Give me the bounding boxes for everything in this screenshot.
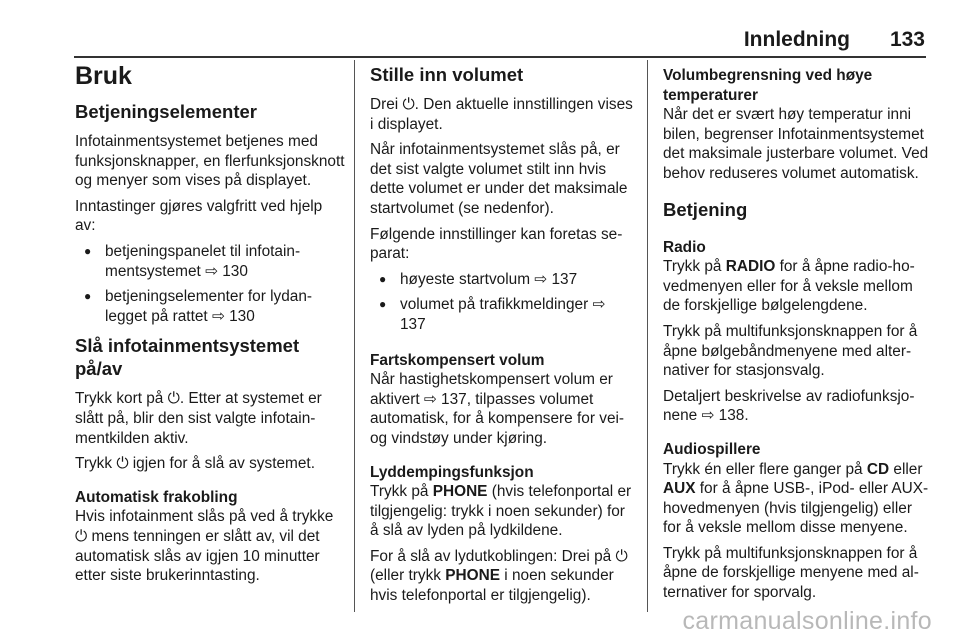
paragraph: Drei ⏻. Den aktuelle innstillingen vises i displayet. xyxy=(370,96,633,133)
paragraph: Infotainmentsystemet betjenes med funksjonsknapper, en flerfunksjonsknott og menyer som vises på displayet. xyxy=(75,133,345,190)
chapter-heading: Bruk xyxy=(75,62,132,90)
subheading-speed-volume: Fartskompensert volum xyxy=(370,351,545,369)
page-number: 133 xyxy=(889,28,925,51)
section-title: Innledning xyxy=(743,28,850,51)
paragraph: Trykk kort på ⏻. Etter at systemet er slått på, blir den sist valgte infotainmentkilden aktiv. xyxy=(75,390,322,447)
list-item: ● betjeningspanelet til infotainmentsystemet ⇨ 130 xyxy=(75,242,347,281)
subheading-temp-limit: Volumbegrensning ved høye temperaturer xyxy=(663,67,873,104)
paragraph: Trykk ⏻ igjen for å slå av systemet. xyxy=(75,455,315,473)
paragraph: Når infotainmentsystemet slås på, er det sist valgte volumet stilt inn hvis dette volumet er under det maksimale startvolumet (se nedenfor). xyxy=(370,141,628,217)
bullet-list xyxy=(370,270,634,335)
subheading-radio: Radio xyxy=(663,238,706,256)
page-header xyxy=(0,28,960,56)
section-heading-controls: Betjeningselementer xyxy=(75,101,257,122)
key-aux: AUX xyxy=(663,480,696,498)
paragraph: Trykk på multifunksjonsknappen for å åpne de forskjellige menyene med alternativer for sporvalg. xyxy=(663,544,919,602)
paragraph: Når hastighetskompensert volum er aktivert ⇨ 137, tilpasses volumet automatisk, for å kompensere for vei- og vindstøy under kjøring. xyxy=(370,371,625,447)
section-heading-volume: Stille inn volumet xyxy=(370,64,524,85)
key-phone: PHONE xyxy=(432,483,488,501)
bullet-list xyxy=(75,242,347,326)
column-left xyxy=(75,60,347,592)
paragraph: Detaljert beskrivelse av radiofunksjonene ⇨ 138. xyxy=(663,387,915,425)
subheading-auto-off: Automatisk frakobling xyxy=(75,488,238,506)
key-radio: RADIO xyxy=(725,258,776,276)
subheading-audio-players: Audiospillere xyxy=(663,440,761,458)
header-rule xyxy=(74,56,926,58)
paragraph: Trykk på multifunksjonsknappen for å åpne bølgebåndmenyene med alternativer for stasjonsvalg. xyxy=(663,322,918,380)
paragraph: Trykk én eller flere ganger på CD eller AUX for å åpne USB-, iPod- eller AUX-hovedmenyen (hvis tilgjengelig) eller for å veksle mellom disse menyene. xyxy=(663,460,929,537)
paragraph: Trykk på PHONE (hvis telefonportal er tilgjengelig: trykk i noen sekunder) for å slå av lyden på lydkildene. xyxy=(370,483,632,540)
watermark: carmanualsonline.info xyxy=(682,607,932,635)
paragraph: Trykk på RADIO for å åpne radio-hovedmenyen eller for å veksle mellom de forskjellige bølgelengdene. xyxy=(663,258,915,315)
paragraph: For å slå av lydutkoblingen: Drei på ⏻ (eller trykk PHONE i noen sekunder hvis telefonportal er tilgjengelig). xyxy=(370,547,628,605)
section-heading-onoff: Slå infotainmentsystemet på/av xyxy=(75,335,300,380)
paragraph: Hvis infotainment slås på ved å trykke ⏻ mens tenningen er slått av, vil det automatisk slås av igjen 10 minutter etter siste brukerinntasting. xyxy=(75,508,334,585)
paragraph: Når det er svært høy temperatur inni bilen, begrenser Infotainmentsystemet det maksimale justerbare volumet. Ved behov reduseres volumet automatisk. xyxy=(663,106,929,182)
subheading-mute: Lyddempingsfunksjon xyxy=(370,463,534,481)
list-item: ● betjeningselementer for lydanlegget på rattet ⇨ 130 xyxy=(75,287,347,326)
section-heading-operation: Betjening xyxy=(663,198,748,220)
column-middle xyxy=(370,60,634,612)
paragraph: Følgende innstillinger kan foretas separat: xyxy=(370,225,623,263)
column-right xyxy=(663,60,929,609)
list-item: ● volumet på trafikkmeldinger ⇨ 137 xyxy=(370,295,634,334)
list-item: ● høyeste startvolum ⇨ 137 xyxy=(370,270,634,290)
key-phone: PHONE xyxy=(445,567,500,585)
key-cd: CD xyxy=(866,460,890,478)
column-divider xyxy=(354,60,355,612)
column-divider xyxy=(647,60,648,612)
paragraph: Inntastinger gjøres valgfritt ved hjelp av: xyxy=(75,197,323,235)
